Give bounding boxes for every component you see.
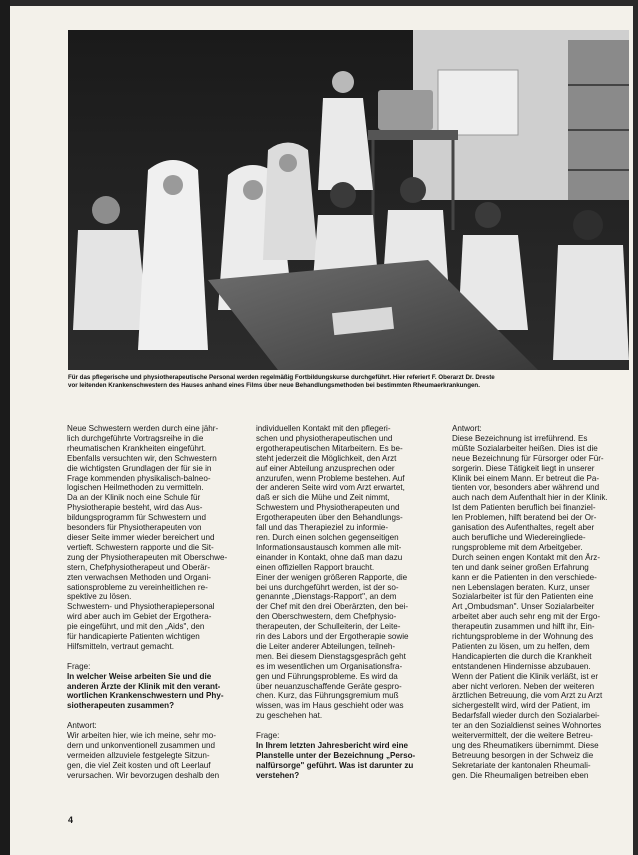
text-line: entstandenen Hindernisse abzubauen. [452,661,591,671]
text-line: die wichtigsten Grundlagen der für sie in [67,463,212,473]
text-line: Frage kommenden physikalisch-balneo- [67,473,211,483]
text-line: nen Lebenslagen beraten. Kurz, unser [452,582,590,592]
text-line: In Ihrem letzten Jahresbericht wird eine [256,740,409,750]
text-line: vertieft. Schwestern rapporte und die Sit- [67,542,214,552]
text-line: Schwestern- und Physiotherapiepersonal [67,602,215,612]
text-line: ung des Rheumatikers übernimmt. Diese [452,741,599,750]
text-line: schen und physiotherapeutischen und [256,433,393,443]
text-line: rungsprobleme mit dem Arbeitgeber. [452,542,583,552]
text-line: gen, die viel Zeit kosten und oft Leerlauf [67,760,211,770]
text-line: den Oberschwestern, dem Chefphysio- [256,612,397,622]
text-line: siotherapeuten zusammen? [67,701,175,711]
text-line: Physiotherapie besteht, wird das Aus- [67,503,203,513]
question-label: Frage: [67,661,91,671]
text-line: auf einer Abteilung anzusprechen oder [256,463,395,473]
text-line: besonders für Physiotherapeuten von [67,523,202,533]
text-line: stern, Chefphysiotherapeut und Oberär- [67,562,211,572]
text-line: len Problemen, hilft beratend bei der Or- [452,513,597,523]
question [256,741,439,781]
text-line: richtungsprobleme in der Wohnung des [452,632,594,642]
paragraph [256,424,439,721]
text-line: anzurufen, wenn Probleme bestehen. Auf [256,473,405,483]
text-line: therapeutin zusammen und hilft ihr, Ein- [452,622,595,632]
text-line: Neue Schwestern werden durch eine jähr- [67,424,219,433]
answer [452,434,630,781]
text-column-1 [67,424,250,781]
text-line: logischen Heilmethoden zu vermitteln. [67,483,204,493]
text-line: anderen Ärzte der Klinik mit den verant- [67,681,221,691]
text-line: gen. Die Rheumaligen betreiben eben [452,770,589,780]
text-line: Durch seinen engen Kontakt mit den Ärz- [452,552,601,562]
answer [67,731,250,781]
text-line: Sekretariate der kantonalen Rheumali- [452,760,591,770]
text-line: aber nicht verloren. Neben der weiteren [452,681,595,691]
text-line: sationsprobleme zu vereinheitlichen re- [67,582,208,592]
text-line: zu geschehen hat. [256,711,323,721]
text-line: Ist dem Patienten beruflich bei finanziel- [452,503,596,513]
text-line: rheumatischen Krankheiten eingeführt. [67,443,207,453]
text-line: verstehen? [256,770,300,780]
text-line: einander in Kontakt, ohne daß man dazu [256,552,403,562]
text-line: über neuanzuschaffende Geräte gespro- [256,681,402,691]
text-line: müßte Sozialarbeiter heißen. Dies ist die [452,443,598,453]
text-line: men. Bei diesem Dienstagsgespräch geht [256,651,406,661]
text-line: Da an der Klinik noch eine Schule für [67,493,201,503]
text-line: individuellen Kontakt mit den pflegeri- [256,424,391,433]
text-line: Einer der wenigen größeren Rapporte, die [256,572,408,582]
text-line: auch berufliche und Wiedereingliede- [452,532,586,542]
text-line: vermeiden allzuviele festgelegte Sitzun- [67,750,210,760]
question [67,672,250,712]
text-line: Betreuung besorgen in der Schweiz die [452,750,594,760]
text-line: Ebenfalls versuchten wir, den Schwestern [67,453,217,463]
text-line: verursachen. Wir bevorzugen deshalb den [67,770,220,780]
text-line: gen und Führungsprobleme. Es wird da [256,671,398,681]
text-line: dern und unkonventionell zusammen und [67,740,216,750]
page-number: 4 [68,815,74,825]
page-right-edge [633,0,638,855]
text-line: Klinik bei einem Mann. Er betreut die Pa- [452,473,600,483]
text-line: sorgerin. Diese Tätigkeit liegt in unserer [452,463,595,473]
text-line: ten und dank seiner großen Erfahrung [452,562,589,572]
text-line: therapeuten, der Schulleiterin, der Leite- [256,622,401,632]
text-line: chen. Kurz, das Führungsgremium muß [256,691,399,701]
text-line: Art „Ombudsman". Unser Sozialarbeiter [452,602,595,612]
caption-line: Für das pflegerische und physiotherapeutische Personal werden regelmäßig Fortbildungskurse durchgeführt. Hier referiert F. Oberarzt Dr. Dreste [68,374,495,381]
text-line: ren. Durch einen solchen gegenseitigen [256,532,399,542]
text-line: ergotherapeutischen Mitarbeitern. Es be- [256,443,403,453]
text-line: weitervermittelt, der die weitere Betreu- [452,731,593,741]
text-line: der Chef mit den drei Oberärzten, den bei- [256,602,409,612]
text-line: Ergotherapeuten über den Behandlungs- [256,513,403,523]
text-line: spektive zu lösen. [67,592,132,602]
text-line: In welcher Weise arbeiten Sie und die [67,671,212,681]
text-line: einen offiziellen Rapport braucht. [256,562,375,572]
text-line: fall und das Therapieziel zu informie- [256,523,389,533]
text-line: zten verwachsen Methoden und Organi- [67,572,211,582]
text-line: Diese Bezeichnung ist irreführend. Es [452,433,588,443]
text-line: sichergestellt wird, wird der Patient, im [452,701,591,711]
text-line: Handicapierten die durch die Krankheit [452,651,592,661]
text-line: nalfürsorge" geführt. Was ist darunter zu [256,760,414,770]
text-line: Schwestern und Physiotherapeuten und [256,503,400,513]
group-photo [68,30,629,370]
text-line: wird aber auch im Gebiet der Ergothera- [67,612,212,622]
text-line: lich durchgeführte Vortragsreihe in die [67,433,204,443]
text-line: für handicapierte Patienten wichtigen [67,632,200,642]
text-line: dieser Seite immer wieder bereichert und [67,532,215,542]
text-line: ter an den Sozialdienst seines Wohnortes [452,721,602,731]
photo-caption [68,374,628,390]
text-line: bildungsprogramm für Schwestern und [67,513,207,523]
text-line: Hilfsmitteln, vertraut gemacht. [67,641,175,651]
text-line: kann er die Patienten in den verschiede- [452,572,597,582]
text-line: Sozialarbeiter ist für den Patienten eine [452,592,594,602]
text-line: Informationsaustausch kommen alle mit- [256,542,402,552]
text-line: Wir arbeiten hier, wie ich meine, sehr mo- [67,731,216,741]
text-line: Patienten zu lösen, um zu helfen, dem [452,641,590,651]
text-line: pie eingeführt, und mit den „Aids", den [67,622,205,632]
text-line: es im wesentlichen um Organisationsfra- [256,661,403,671]
text-line: neue Bezeichnung für Fürsorger oder Für- [452,453,604,463]
text-line: ganisation des Aufenthaltes, regelt aber [452,523,595,533]
text-line: Bedarfsfall wieder durch den Sozialarbei- [452,711,600,721]
text-line: der anderen Seite wird vom Arzt erwartet, [256,483,405,493]
text-line: Wenn der Patient die Klinik verläßt, ist er [452,671,599,681]
text-line: wissen, was im Haus geschieht oder was [256,701,404,711]
text-line: tienten vor, besonders aber während und [452,483,600,493]
text-line: ärztlichen Betreuung, die vom Arzt zu Arzt [452,691,603,701]
text-line: arbeitet aber auch sehr eng mit der Ergo- [452,612,601,622]
paragraph [67,424,250,652]
text-line: genannte „Dienstags-Rapport", an dem [256,592,397,602]
text-line: steht jederzeit die Möglichkeit, den Arzt [256,453,397,463]
question-label: Frage: [256,731,280,741]
text-column-3 [452,424,630,781]
answer-label: Antwort: [452,424,482,433]
caption-line: vor leitenden Krankenschwestern des Hauses anhand eines Films über neue Behandlungsmethoden bei bestimmten Rheumaerkrankungen. [68,382,480,389]
text-line: wortlichen Krankenschwestern und Phy- [67,691,224,701]
answer-label: Antwort: [67,721,97,731]
photo-illustration [68,30,629,370]
text-line: die Leiter anderer Abteilungen, teilneh- [256,641,396,651]
text-column-2 [256,424,439,781]
text-line: daß er sich die Mühe und Zeit nimmt, [256,493,390,503]
page-left-edge [0,0,10,855]
page-top-edge [0,0,638,6]
text-line: bei uns durchgeführt werden, ist der so- [256,582,399,592]
text-line: zung der Physiotherapeuten mit Oberschwe- [67,552,228,562]
text-line: Planstelle unter der Bezeichnung „Perso- [256,750,416,760]
text-line: auch nach dem Aufenthalt hier in der Klinik. [452,493,608,503]
text-line: rin des Labors und der Ergotherapie sowie [256,632,409,642]
